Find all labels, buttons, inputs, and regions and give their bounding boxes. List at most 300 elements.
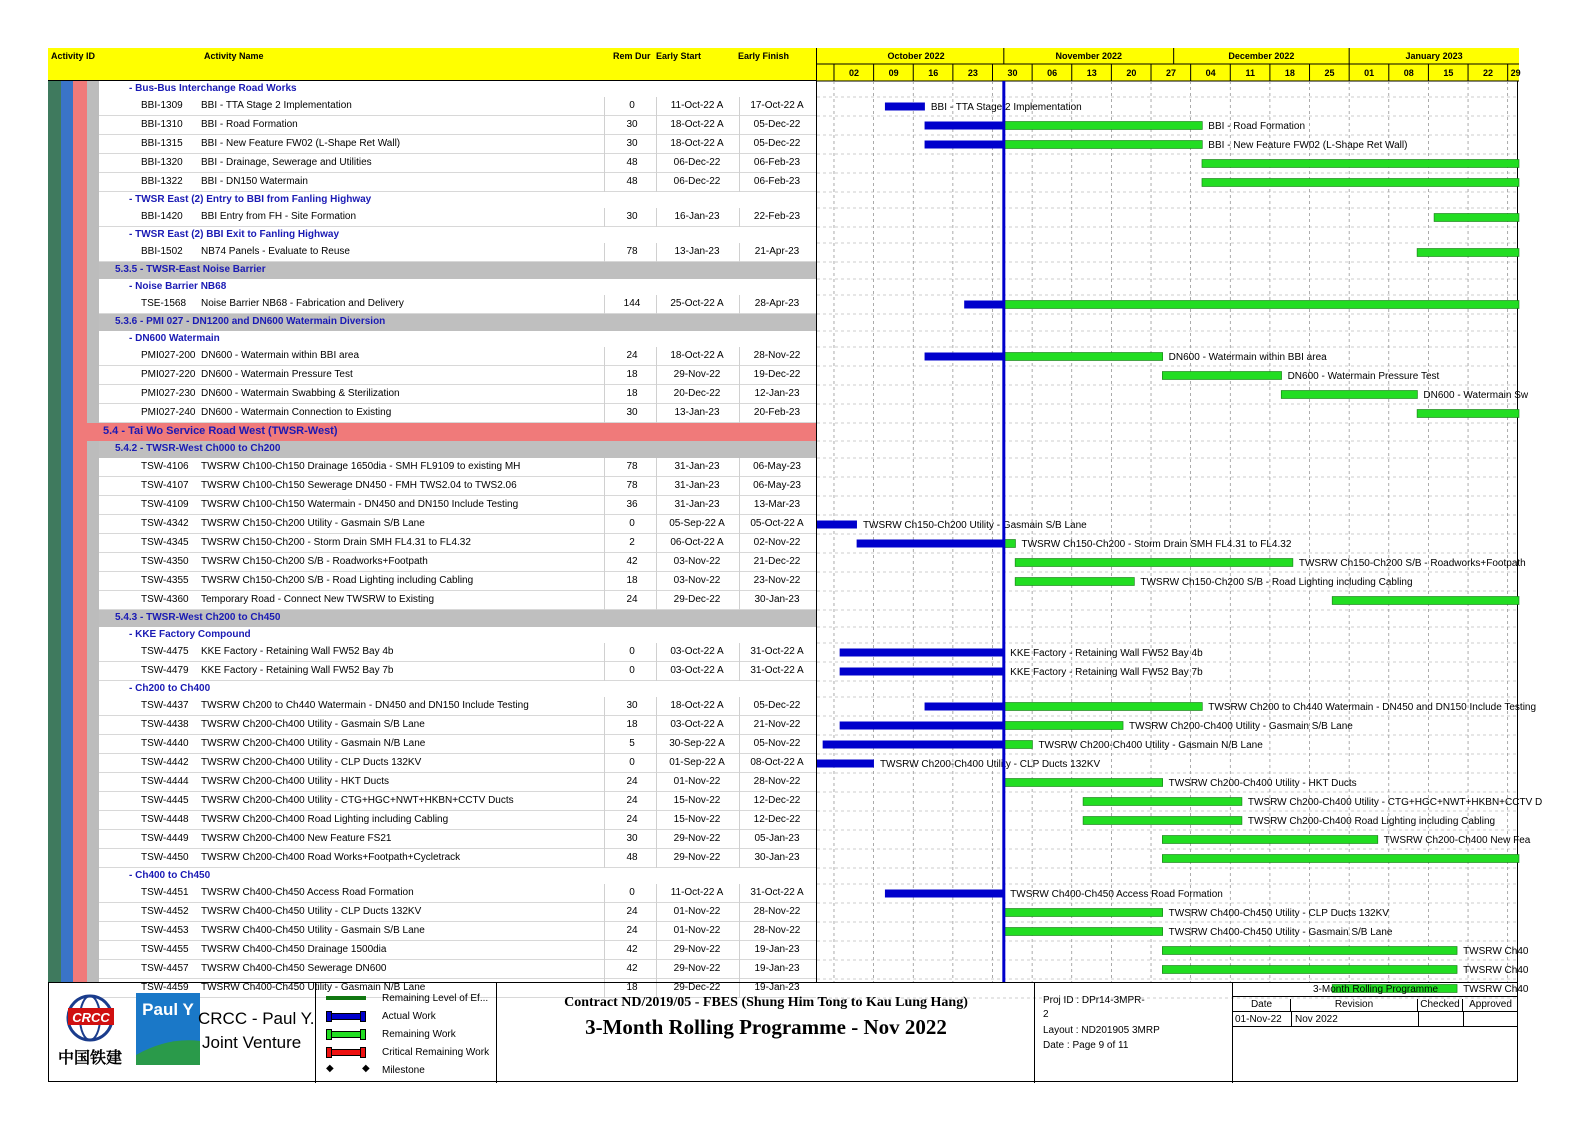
remaining-work-bar [1417, 249, 1519, 257]
early-start: 16-Jan-23 [674, 211, 720, 222]
rem-dur: 24 [626, 925, 638, 936]
table-row[interactable] [99, 385, 816, 404]
week-label: 04 [1205, 68, 1216, 78]
early-finish: 19-Jan-23 [754, 982, 800, 993]
table-row[interactable] [99, 534, 816, 553]
rem-dur: 30 [626, 833, 638, 844]
table-row[interactable] [99, 208, 816, 227]
early-finish: 23-Nov-22 [753, 575, 801, 586]
table-row[interactable] [99, 496, 816, 515]
rem-dur: 18 [626, 369, 638, 380]
band-label: - Noise Barrier NB68 [129, 281, 227, 292]
group-header [99, 279, 816, 295]
remaining-work-bar [1015, 578, 1134, 586]
cell-divider [656, 735, 657, 754]
remaining-work-bar [1162, 966, 1457, 974]
activity-name: TWSRW Ch400-Ch450 Access Road Formation [201, 887, 414, 898]
section-header [99, 441, 816, 458]
early-start: 18-Oct-22 A [670, 138, 724, 149]
month-label: December 2022 [1228, 51, 1295, 61]
crcc-chinese: 中国铁建 [57, 1048, 123, 1067]
cell-divider [656, 496, 657, 515]
table-row[interactable] [99, 97, 816, 116]
actual-work-bar [885, 103, 925, 111]
cell-divider [656, 553, 657, 572]
week-label: 25 [1324, 68, 1335, 78]
activity-name: TWSRW Ch200-Ch400 Road Lighting including Cabling [201, 814, 449, 825]
early-start: 13-Jan-23 [674, 407, 720, 418]
table-row[interactable] [99, 477, 816, 496]
table-row[interactable] [99, 347, 816, 366]
early-start: 06-Dec-22 [673, 176, 721, 187]
table-row[interactable] [99, 662, 816, 681]
week-label: 30 [1007, 68, 1018, 78]
activity-name: DN600 - Watermain Swabbing & Sterilization [201, 388, 400, 399]
activity-id: PMI027-230 [141, 388, 196, 399]
activity-name: TWSRW Ch400-Ch450 Utility - CLP Ducts 132KV [201, 906, 422, 917]
early-start: 03-Nov-22 [673, 556, 721, 567]
cell-divider [739, 135, 740, 154]
table-row[interactable] [99, 773, 816, 792]
table-row[interactable] [99, 458, 816, 477]
col-activity-id[interactable]: Activity ID [51, 51, 96, 61]
cell-divider [739, 553, 740, 572]
table-row[interactable] [99, 366, 816, 385]
activity-name: TWSRW Ch150-Ch200 Utility - Gasmain S/B Lane [201, 518, 425, 529]
bar-label: DN600 - Watermain Sw [1423, 390, 1529, 401]
bar-label: KKE Factory - Retaining Wall FW52 Bay 4b [1010, 648, 1203, 659]
cell-divider [604, 754, 605, 773]
table-row[interactable] [99, 811, 816, 830]
activity-name: TWSRW Ch200-Ch400 Utility - Gasmain N/B Lane [201, 738, 426, 749]
cell-divider [656, 830, 657, 849]
cell-divider [604, 792, 605, 811]
rem-dur: 42 [626, 963, 638, 974]
remaining-work-bar [1004, 301, 1519, 309]
proj-id-suffix: 2 [1043, 1009, 1049, 1020]
early-finish: 19-Jan-23 [754, 963, 800, 974]
cell-divider [604, 884, 605, 903]
wbs-stripe-4 [87, 81, 99, 982]
cell-divider [739, 643, 740, 662]
cell-divider [656, 404, 657, 423]
cell-divider [656, 295, 657, 314]
remaining-work-bar [1083, 798, 1242, 806]
table-row[interactable] [99, 716, 816, 735]
rem-dur: 42 [626, 944, 638, 955]
section-header [99, 262, 816, 279]
rem-dur: 78 [626, 480, 638, 491]
bar-label: TWSRW Ch200-Ch400 Utility - CLP Ducts 132KV [879, 759, 1101, 770]
rev-approved-cell [1463, 1012, 1464, 1027]
activity-id: TSW-4342 [141, 518, 189, 529]
remaining-work-bar [1202, 160, 1519, 168]
activity-name: Temporary Road - Connect New TWSRW to Existing [201, 594, 435, 605]
early-start: 13-Jan-23 [674, 246, 720, 257]
early-finish: 05-Dec-22 [753, 119, 801, 130]
table-row[interactable] [99, 754, 816, 773]
early-finish: 19-Jan-23 [754, 944, 800, 955]
remaining-work-bar [1281, 391, 1417, 399]
cell-divider [656, 811, 657, 830]
table-row[interactable] [99, 830, 816, 849]
activity-name: Noise Barrier NB68 - Fabrication and Delivery [201, 298, 404, 309]
activity-name: BBI - TTA Stage 2 Implementation [201, 100, 352, 111]
activity-name: TWSRW Ch100-Ch150 Sewerage DN450 - FMH TWS2.04 to TWS2.06 [201, 480, 517, 491]
table-row[interactable] [99, 643, 816, 662]
cell-divider [739, 773, 740, 792]
activity-name: DN600 - Watermain Connection to Existing [201, 407, 392, 418]
cell-divider [656, 754, 657, 773]
cell-divider [604, 960, 605, 979]
actual-work-bar [817, 760, 874, 768]
week-label: 15 [1443, 68, 1454, 78]
rem-dur: 18 [626, 982, 638, 993]
activity-name: TWSRW Ch100-Ch150 Watermain - DN450 and DN150 Include Testing [201, 499, 519, 510]
table-row[interactable] [99, 697, 816, 716]
programme-title: 3-Month Rolling Programme - Nov 2022 [585, 1015, 947, 1039]
cell-divider [604, 830, 605, 849]
actual-work-bar [925, 703, 1004, 711]
band-label: - TWSR East (2) BBI Exit to Fanling Highway [129, 229, 340, 240]
rem-dur: 18 [626, 719, 638, 730]
legend-swatch [326, 1031, 366, 1038]
table-row[interactable] [99, 173, 816, 192]
col-rem-dur[interactable]: Rem Dur [613, 51, 651, 61]
project-info [1035, 983, 1233, 1083]
band-label: - Bus-Bus Interchange Road Works [129, 83, 297, 94]
cell-divider [604, 849, 605, 868]
bar-label: DN600 - Watermain within BBI area [1168, 352, 1327, 363]
cell-divider [604, 662, 605, 681]
col-early-finish[interactable]: Early Finish [738, 51, 790, 61]
bar-label: BBI - New Feature FW02 (L-Shape Ret Wall) [1208, 140, 1408, 151]
early-finish: 06-May-23 [753, 480, 801, 491]
table-row[interactable] [99, 572, 816, 591]
legend-swatch [326, 1013, 366, 1020]
proj-id: Proj ID : DPr14-3MPR- [1043, 995, 1145, 1006]
legend-label: Critical Remaining Work [382, 1047, 490, 1058]
legend [316, 983, 497, 1083]
cell-divider [739, 366, 740, 385]
cell-divider [656, 385, 657, 404]
rev-col-revision: Revision [1291, 999, 1418, 1012]
activity-id: TSW-4438 [141, 719, 189, 730]
early-start: 30-Sep-22 A [669, 738, 725, 749]
title-block [48, 982, 1518, 1082]
cell-divider [604, 735, 605, 754]
actual-work-bar [817, 521, 857, 529]
remaining-work-bar [1162, 947, 1457, 955]
legend-swatch [326, 1049, 366, 1056]
table-row[interactable] [99, 735, 816, 754]
activity-id: PMI027-220 [141, 369, 196, 380]
rem-dur: 18 [626, 575, 638, 586]
cell-divider [604, 922, 605, 941]
pauly-text: Paul Y [142, 1000, 194, 1019]
cell-divider [739, 243, 740, 262]
cell-divider [604, 477, 605, 496]
activity-name: TWSRW Ch100-Ch150 Drainage 1650dia - SMH FL9109 to existing MH [201, 461, 521, 472]
activity-id: BBI-1320 [141, 157, 183, 168]
cell-divider [604, 347, 605, 366]
group-header [99, 681, 816, 697]
table-row[interactable] [99, 903, 816, 922]
cell-divider [739, 662, 740, 681]
activity-name: NB74 Panels - Evaluate to Reuse [201, 246, 350, 257]
early-start: 18-Oct-22 A [670, 350, 724, 361]
activity-id: TSW-4457 [141, 963, 189, 974]
cell-divider [739, 884, 740, 903]
early-start: 31-Jan-23 [674, 480, 720, 491]
early-finish: 31-Oct-22 A [750, 665, 804, 676]
rem-dur: 30 [626, 211, 638, 222]
activity-name: KKE Factory - Retaining Wall FW52 Bay 7b [201, 665, 394, 676]
rev-col-date: Date [1233, 999, 1291, 1012]
activity-id: TSW-4360 [141, 594, 189, 605]
group-header [99, 868, 816, 884]
bar-label: TWSRW Ch400-Ch450 Utility - CLP Ducts 132KV [1168, 908, 1389, 919]
table-row[interactable] [99, 553, 816, 572]
week-label: 09 [888, 68, 899, 78]
bar-label: TWSRW Ch200-Ch400 Utility - Gasmain S/B Lane [1129, 721, 1353, 732]
remaining-work-bar [1004, 909, 1163, 917]
cell-divider [739, 477, 740, 496]
col-activity-name[interactable]: Activity Name [204, 51, 264, 61]
actual-work-bar [840, 649, 1005, 657]
cell-divider [739, 830, 740, 849]
early-finish: 02-Nov-22 [753, 537, 801, 548]
early-start: 29-Nov-22 [673, 944, 721, 955]
early-finish: 19-Dec-22 [753, 369, 801, 380]
remaining-work-bar [1004, 353, 1163, 361]
cell-divider [656, 849, 657, 868]
bar-label: TWSRW Ch150-Ch200 - Storm Drain SMH FL4.31 to FL4.32 [1021, 539, 1292, 550]
band-label: 5.4.3 - TWSR-West Ch200 to Ch450 [115, 612, 281, 623]
legend-bar-end [326, 1029, 332, 1040]
cell-divider [656, 716, 657, 735]
table-row[interactable] [99, 849, 816, 868]
activity-id: TSW-4107 [141, 480, 189, 491]
cell-divider [656, 347, 657, 366]
cell-divider [656, 884, 657, 903]
early-start: 29-Dec-22 [673, 594, 721, 605]
cell-divider [656, 135, 657, 154]
week-label: 29 [1510, 68, 1521, 78]
activity-name: BBI - DN150 Watermain [201, 176, 308, 187]
rem-dur: 48 [626, 852, 638, 863]
logo-block [48, 983, 316, 1083]
week-label: 01 [1364, 68, 1375, 78]
week-label: 16 [928, 68, 939, 78]
cell-divider [656, 922, 657, 941]
cell-divider [656, 960, 657, 979]
cell-divider [739, 697, 740, 716]
early-finish: 06-May-23 [753, 461, 801, 472]
table-row[interactable] [99, 116, 816, 135]
activity-table [48, 48, 816, 993]
remaining-work-bar [1004, 928, 1163, 936]
rem-dur: 78 [626, 461, 638, 472]
activity-name: TWSRW Ch200-Ch400 Utility - HKT Ducts [201, 776, 390, 787]
rem-dur: 24 [626, 594, 638, 605]
activity-name: TWSRW Ch200-Ch400 Utility - Gasmain S/B Lane [201, 719, 425, 730]
early-start: 15-Nov-22 [673, 814, 721, 825]
table-row[interactable] [99, 243, 816, 262]
bar-label: TWSRW Ch200 to Ch440 Watermain - DN450 and DN150 Include Testing [1208, 702, 1537, 713]
early-finish: 31-Oct-22 A [750, 646, 804, 657]
cell-divider [739, 716, 740, 735]
early-start: 29-Nov-22 [673, 833, 721, 844]
activity-id: TSE-1568 [141, 298, 187, 309]
cell-divider [656, 773, 657, 792]
early-start: 11-Oct-22 A [670, 100, 724, 111]
cell-divider [656, 534, 657, 553]
table-row[interactable] [99, 591, 816, 610]
early-start: 29-Nov-22 [673, 852, 721, 863]
cell-divider [739, 173, 740, 192]
major-section-header [87, 423, 816, 441]
week-label: 18 [1284, 68, 1295, 78]
activity-name: TWSRW Ch400-Ch450 Utility - Gasmain N/B Lane [201, 982, 426, 993]
week-label: 08 [1403, 68, 1414, 78]
early-finish: 06-Feb-23 [753, 176, 801, 187]
activity-id: TSW-4449 [141, 833, 189, 844]
week-label: 11 [1245, 68, 1256, 78]
early-finish: 12-Dec-22 [753, 814, 801, 825]
cell-divider [739, 735, 740, 754]
activity-id: TSW-4345 [141, 537, 189, 548]
table-row[interactable] [99, 884, 816, 903]
cell-divider [656, 208, 657, 227]
bar-label: TWSRW Ch400-Ch450 Access Road Formation [1010, 889, 1223, 900]
rem-dur: 30 [626, 138, 638, 149]
col-early-start[interactable]: Early Start [656, 51, 702, 61]
cell-divider [656, 477, 657, 496]
remaining-work-bar [1004, 741, 1033, 749]
cell-divider [604, 496, 605, 515]
rem-dur: 0 [629, 646, 635, 657]
table-row[interactable] [99, 154, 816, 173]
cell-divider [656, 173, 657, 192]
bar-label: TWSRW Ch150-Ch200 S/B - Road Lighting including Cabling [1140, 577, 1413, 588]
table-row[interactable] [99, 792, 816, 811]
cell-divider [604, 697, 605, 716]
early-start: 20-Dec-22 [673, 388, 721, 399]
bar-label: TWSRW Ch200-Ch400 Utility - Gasmain N/B Lane [1038, 740, 1263, 751]
early-start: 03-Nov-22 [673, 575, 721, 586]
remaining-work-bar [1202, 179, 1519, 187]
band-label: 5.4.2 - TWSR-West Ch000 to Ch200 [115, 443, 281, 454]
bar-label: TWSRW Ch40 [1463, 984, 1529, 995]
actual-work-bar [823, 741, 1004, 749]
early-start: 01-Sep-22 A [669, 757, 725, 768]
band-label: - DN600 Watermain [129, 333, 220, 344]
rev-col-checked: Checked [1418, 999, 1463, 1012]
activity-id: PMI027-200 [141, 350, 196, 361]
company-name-1: CRCC - Paul Y. [198, 1009, 315, 1028]
early-finish: 28-Nov-22 [753, 350, 801, 361]
early-start: 29-Dec-22 [673, 982, 721, 993]
early-finish: 21-Apr-23 [754, 246, 800, 257]
remaining-work-bar [1417, 410, 1519, 418]
wbs-stripe-1 [48, 81, 61, 982]
activity-id: TSW-4459 [141, 982, 189, 993]
cell-divider [739, 154, 740, 173]
cell-divider [604, 941, 605, 960]
remaining-work-bar [1004, 122, 1202, 130]
early-start: 31-Jan-23 [674, 461, 720, 472]
table-row[interactable] [99, 135, 816, 154]
activity-name: TWSRW Ch150-Ch200 S/B - Roadworks+Footpath [201, 556, 428, 567]
activity-name: TWSRW Ch200-Ch400 Road Works+Footpath+Cycletrack [201, 852, 461, 863]
remaining-work-bar [1332, 597, 1519, 605]
early-finish: 12-Jan-23 [754, 388, 800, 399]
remaining-work-bar [1162, 836, 1377, 844]
layout-name: Layout : ND201905 3MRP [1043, 1025, 1160, 1036]
activity-name: TWSRW Ch150-Ch200 S/B - Road Lighting including Cabling [201, 575, 474, 586]
table-row[interactable] [99, 941, 816, 960]
band-label: - Ch200 to Ch400 [129, 683, 211, 694]
week-label: 02 [848, 68, 859, 78]
early-finish: 28-Apr-23 [754, 298, 800, 309]
cell-divider [604, 366, 605, 385]
cell-divider [739, 496, 740, 515]
cell-divider [739, 591, 740, 610]
rem-dur: 30 [626, 407, 638, 418]
cell-divider [739, 754, 740, 773]
cell-divider [739, 792, 740, 811]
activity-id: TSW-4450 [141, 852, 189, 863]
cell-divider [656, 97, 657, 116]
activity-name: TWSRW Ch150-Ch200 - Storm Drain SMH FL4.31 to FL4.32 [201, 537, 471, 548]
legend-label: Remaining Level of Ef... [382, 993, 489, 1004]
legend-bar-end [360, 1047, 366, 1058]
title-cell [497, 983, 1035, 1083]
remaining-work-bar [1004, 703, 1202, 711]
table-row[interactable] [99, 922, 816, 941]
early-start: 05-Sep-22 A [669, 518, 725, 529]
activity-id: TSW-4479 [141, 665, 189, 676]
band-label: - TWSR East (2) Entry to BBI from Fanling Highway [129, 194, 372, 205]
table-header [48, 48, 816, 81]
rem-dur: 24 [626, 350, 638, 361]
early-finish: 31-Oct-22 A [750, 887, 804, 898]
table-row[interactable] [99, 960, 816, 979]
rem-dur: 36 [626, 499, 638, 510]
legend-bar-end [326, 1011, 332, 1022]
band-label: - Ch400 to Ch450 [129, 870, 211, 881]
activity-id: TSW-4455 [141, 944, 189, 955]
bar-label: DN600 - Watermain Pressure Test [1287, 371, 1440, 382]
early-finish: 13-Mar-23 [753, 499, 801, 510]
early-finish: 21-Dec-22 [753, 556, 801, 567]
activity-name: BBI - Road Formation [201, 119, 298, 130]
table-row[interactable] [99, 515, 816, 534]
section-header [99, 314, 816, 331]
table-row[interactable] [99, 404, 816, 423]
early-finish: 21-Nov-22 [753, 719, 801, 730]
early-finish: 22-Feb-23 [753, 211, 801, 222]
cell-divider [656, 792, 657, 811]
early-finish: 05-Oct-22 A [750, 518, 804, 529]
table-row[interactable] [99, 295, 816, 314]
legend-item [326, 1047, 496, 1061]
rem-dur: 42 [626, 556, 638, 567]
revision-empty-area [1233, 1027, 1518, 1083]
actual-work-bar [857, 540, 1004, 548]
remaining-work-bar [1083, 817, 1242, 825]
